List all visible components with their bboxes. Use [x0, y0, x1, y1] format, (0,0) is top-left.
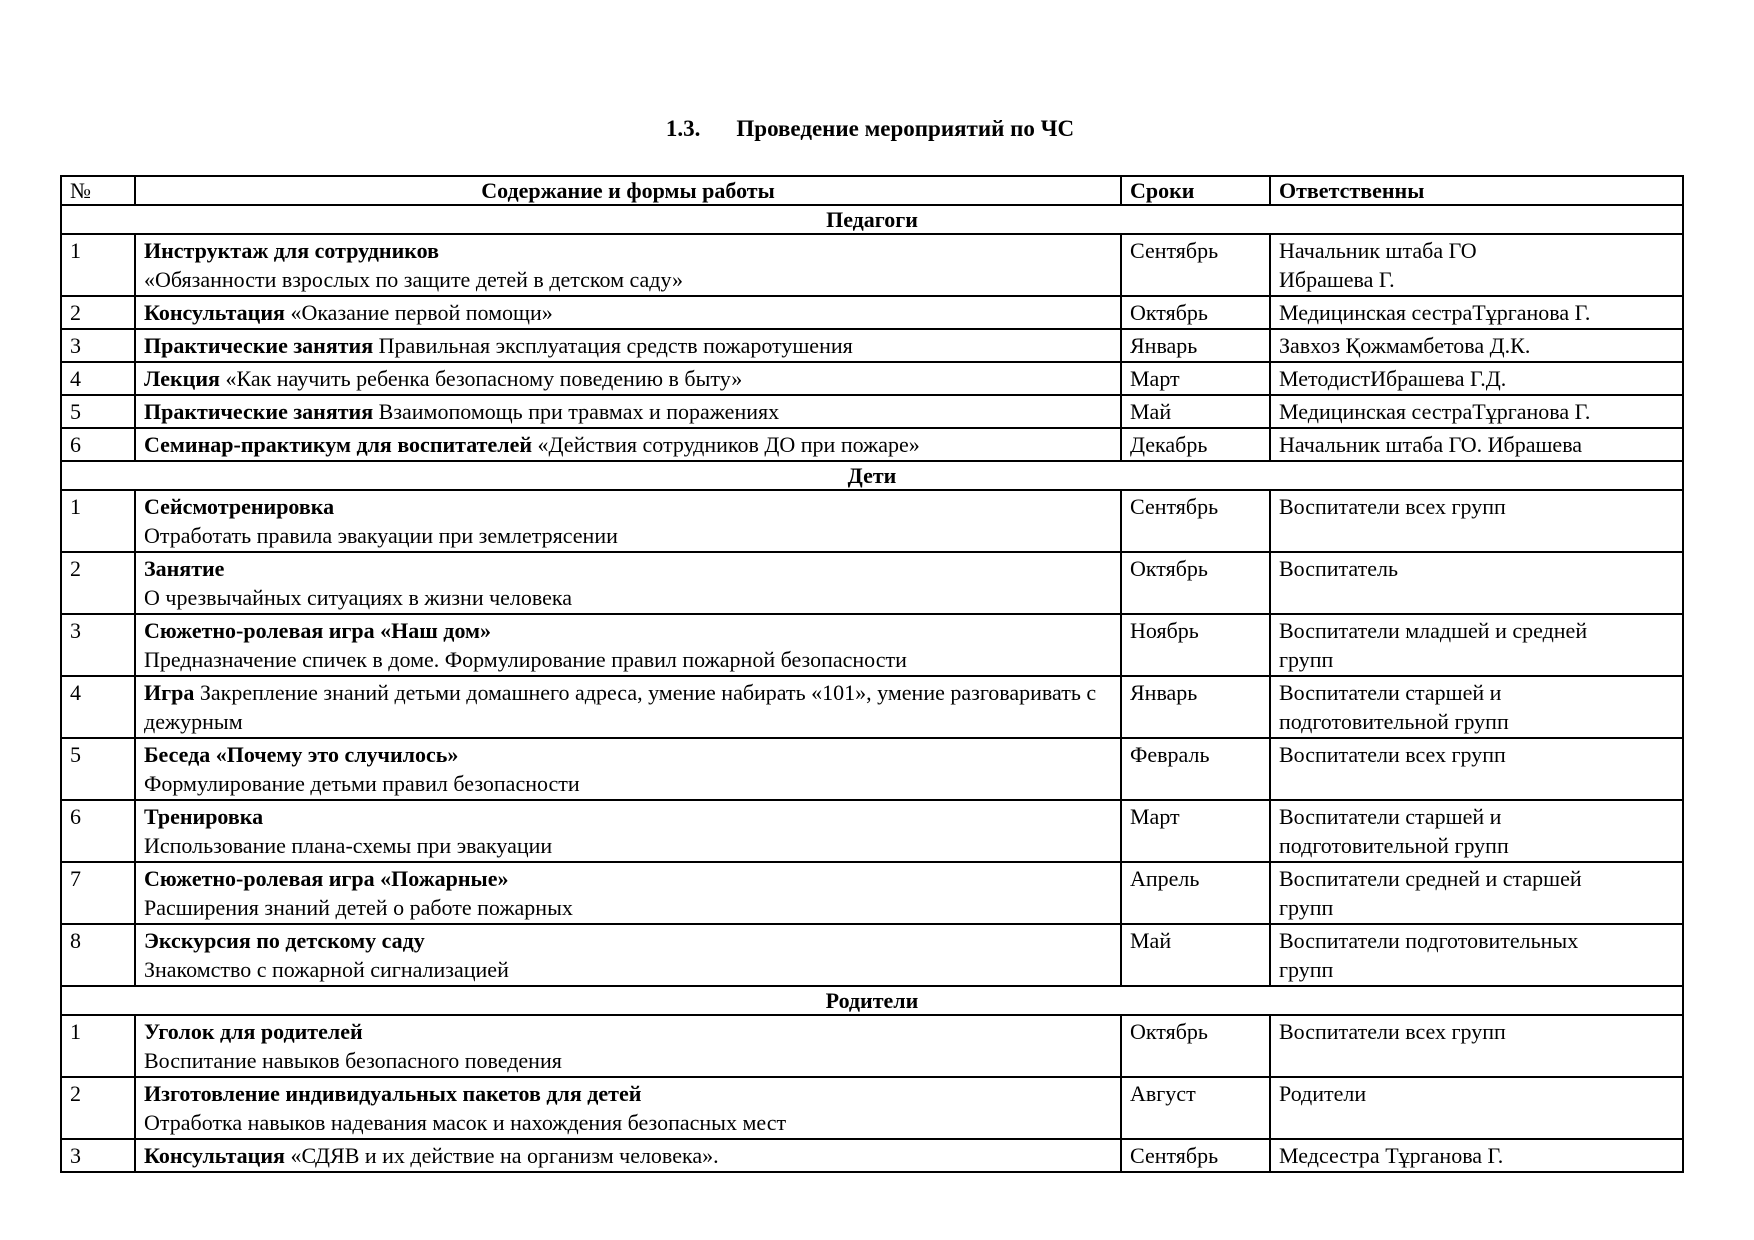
row-date: Май [1121, 924, 1270, 986]
activity-name: Экскурсия по детскому саду [144, 928, 425, 953]
activity-name: Сейсмотренировка [144, 494, 335, 519]
responsible-line-1: Медсестра Тұрганова Г. [1279, 1143, 1504, 1168]
table-body [61, 205, 1683, 1172]
table-row [61, 738, 1683, 800]
responsible-line-1: Воспитатели подготовительных [1279, 928, 1579, 953]
row-responsible [1270, 800, 1683, 862]
responsible-line-1: Воспитатели средней и старшей [1279, 866, 1582, 891]
activity-name: Консультация [144, 1143, 285, 1168]
row-number: 6 [61, 428, 135, 461]
row-number: 1 [61, 490, 135, 552]
responsible-line-1: Воспитатели старшей и [1279, 804, 1502, 829]
table-row [61, 614, 1683, 676]
responsible-line-2: Ибрашева Г. [1279, 267, 1395, 292]
table-row [61, 234, 1683, 296]
row-content [135, 1015, 1121, 1077]
row-content [135, 1139, 1121, 1172]
row-date: Февраль [1121, 738, 1270, 800]
activity-name: Занятие [144, 556, 225, 581]
row-number: 8 [61, 924, 135, 986]
table-row [61, 329, 1683, 362]
activity-name: Тренировка [144, 804, 264, 829]
row-date: Август [1121, 1077, 1270, 1139]
header-content: Содержание и формы работы [135, 176, 1121, 205]
section-row [61, 461, 1683, 490]
row-date: Март [1121, 362, 1270, 395]
table-row [61, 924, 1683, 986]
activity-description: Воспитание навыков безопасного поведения [144, 1048, 562, 1073]
row-date: Декабрь [1121, 428, 1270, 461]
row-responsible [1270, 862, 1683, 924]
activity-description: «Действия сотрудников ДО при пожаре» [532, 432, 920, 457]
row-number: 5 [61, 738, 135, 800]
table-header-row [61, 176, 1683, 205]
row-number: 6 [61, 800, 135, 862]
row-responsible [1270, 1077, 1683, 1139]
activity-name: Инструктаж для сотрудников [144, 238, 439, 263]
activity-description: Отработка навыков надевания масок и нахождения безопасных мест [144, 1110, 787, 1135]
row-number: 3 [61, 614, 135, 676]
table-row [61, 296, 1683, 329]
row-responsible [1270, 234, 1683, 296]
responsible-line-2: подготовительной групп [1279, 833, 1509, 858]
row-responsible [1270, 428, 1683, 461]
responsible-line-1: Воспитатели всех групп [1279, 494, 1506, 519]
row-date: Сентябрь [1121, 490, 1270, 552]
responsible-line-1: Воспитатели всех групп [1279, 1019, 1506, 1044]
section-title: Родители [61, 986, 1683, 1015]
row-content [135, 552, 1121, 614]
responsible-line-2: групп [1279, 895, 1334, 920]
row-number: 2 [61, 552, 135, 614]
table-row [61, 490, 1683, 552]
row-date: Сентябрь [1121, 1139, 1270, 1172]
row-content [135, 614, 1121, 676]
activity-name: Лекция [144, 366, 220, 391]
responsible-line-1: Воспитатель [1279, 556, 1399, 581]
events-table [60, 175, 1684, 1173]
responsible-line-1: МетодистИбрашева Г.Д. [1279, 366, 1507, 391]
activity-description: «Как научить ребенка безопасному поведению в быту» [219, 366, 743, 391]
section-title: Педагоги [61, 205, 1683, 234]
row-content [135, 738, 1121, 800]
header-responsible: Ответственны [1270, 176, 1683, 205]
section-title: Дети [61, 461, 1683, 490]
responsible-line-1: Воспитатели всех групп [1279, 742, 1506, 767]
row-number: 2 [61, 1077, 135, 1139]
row-responsible [1270, 1139, 1683, 1172]
table-row [61, 362, 1683, 395]
row-number: 3 [61, 1139, 135, 1172]
activity-description: «СДЯВ и их действие на организм человека». [284, 1143, 719, 1168]
row-number: 1 [61, 234, 135, 296]
activity-description: Закрепление знаний детьми домашнего адреса, умение набирать «101», умение разговаривать с дежурным [144, 680, 1097, 734]
activity-name: Сюжетно-ролевая игра «Наш дом» [144, 618, 492, 643]
row-responsible [1270, 329, 1683, 362]
row-content [135, 362, 1121, 395]
row-date: Март [1121, 800, 1270, 862]
activity-description: Правильная эксплуатация средств пожаротушения [373, 333, 853, 358]
activity-description: Знакомство с пожарной сигнализацией [144, 957, 509, 982]
row-date: Октябрь [1121, 1015, 1270, 1077]
row-content [135, 1077, 1121, 1139]
row-responsible [1270, 362, 1683, 395]
row-content [135, 924, 1121, 986]
activity-name: Практические занятия [144, 333, 374, 358]
activity-description: Отработать правила эвакуации при землетрясении [144, 523, 618, 548]
row-date: Май [1121, 395, 1270, 428]
row-number: 2 [61, 296, 135, 329]
row-date: Апрель [1121, 862, 1270, 924]
activity-description: О чрезвычайных ситуациях в жизни человека [144, 585, 573, 610]
row-number: 7 [61, 862, 135, 924]
row-responsible [1270, 490, 1683, 552]
row-number: 4 [61, 362, 135, 395]
table-row [61, 1015, 1683, 1077]
activity-name: Семинар-практикум для воспитателей [144, 432, 533, 457]
activity-description: Расширения знаний детей о работе пожарных [144, 895, 573, 920]
row-responsible [1270, 395, 1683, 428]
activity-description: Формулирование детьми правил безопасности [144, 771, 580, 796]
activity-name: Консультация [144, 300, 285, 325]
table-row [61, 862, 1683, 924]
responsible-line-2: подготовительной групп [1279, 709, 1509, 734]
responsible-line-2: групп [1279, 647, 1334, 672]
activity-name: Практические занятия [144, 399, 374, 424]
row-date: Октябрь [1121, 552, 1270, 614]
responsible-line-1: Начальник штаба ГО [1279, 238, 1477, 263]
table-row [61, 1139, 1683, 1172]
row-content [135, 234, 1121, 296]
header-dates: Сроки [1121, 176, 1270, 205]
responsible-line-1: Воспитатели старшей и [1279, 680, 1502, 705]
row-date: Октябрь [1121, 296, 1270, 329]
page-title [0, 116, 1747, 142]
responsible-line-1: Медицинская сестраТұрганова Г. [1279, 399, 1591, 424]
row-responsible [1270, 1015, 1683, 1077]
row-number: 3 [61, 329, 135, 362]
activity-name: Изготовление индивидуальных пакетов для детей [144, 1081, 642, 1106]
table-row [61, 800, 1683, 862]
row-number: 1 [61, 1015, 135, 1077]
header-number: № [61, 176, 135, 205]
section-number: 1.3. [665, 116, 701, 141]
row-responsible [1270, 924, 1683, 986]
activity-name: Уголок для родителей [144, 1019, 363, 1044]
row-responsible [1270, 738, 1683, 800]
activity-name: Сюжетно-ролевая игра «Пожарные» [144, 866, 509, 891]
row-number: 5 [61, 395, 135, 428]
responsible-line-2: групп [1279, 957, 1334, 982]
row-responsible [1270, 676, 1683, 738]
responsible-line-1: Начальник штаба ГО. Ибрашева [1279, 432, 1583, 457]
responsible-line-1: Родители [1279, 1081, 1367, 1106]
activity-name: Игра [144, 680, 195, 705]
row-content [135, 862, 1121, 924]
table-row [61, 552, 1683, 614]
section-title: Проведение мероприятий по ЧС [736, 116, 1075, 141]
row-content [135, 395, 1121, 428]
row-content [135, 296, 1121, 329]
row-date: Январь [1121, 676, 1270, 738]
table-row [61, 428, 1683, 461]
row-content [135, 490, 1121, 552]
row-responsible [1270, 614, 1683, 676]
responsible-line-1: Воспитатели младшей и средней [1279, 618, 1588, 643]
row-responsible [1270, 296, 1683, 329]
activity-description: Использование плана-схемы при эвакуации [144, 833, 553, 858]
responsible-line-1: Завхоз Қожмамбетова Д.К. [1279, 333, 1531, 358]
row-date: Январь [1121, 329, 1270, 362]
row-date: Ноябрь [1121, 614, 1270, 676]
row-number: 4 [61, 676, 135, 738]
row-content [135, 800, 1121, 862]
activity-name: Беседа «Почему это случилось» [144, 742, 459, 767]
row-content [135, 329, 1121, 362]
activity-description: Взаимопомощь при травмах и поражениях [373, 399, 780, 424]
section-row [61, 986, 1683, 1015]
activity-description: «Оказание первой помощи» [284, 300, 553, 325]
row-responsible [1270, 552, 1683, 614]
activity-description: «Обязанности взрослых по защите детей в детском саду» [144, 267, 684, 292]
table-row [61, 1077, 1683, 1139]
responsible-line-1: Медицинская сестраТұрганова Г. [1279, 300, 1591, 325]
section-row [61, 205, 1683, 234]
activity-description: Предназначение спичек в доме. Формулирование правил пожарной безопасности [144, 647, 907, 672]
row-content [135, 428, 1121, 461]
table-row [61, 395, 1683, 428]
row-content [135, 676, 1121, 738]
table-row [61, 676, 1683, 738]
row-date: Сентябрь [1121, 234, 1270, 296]
